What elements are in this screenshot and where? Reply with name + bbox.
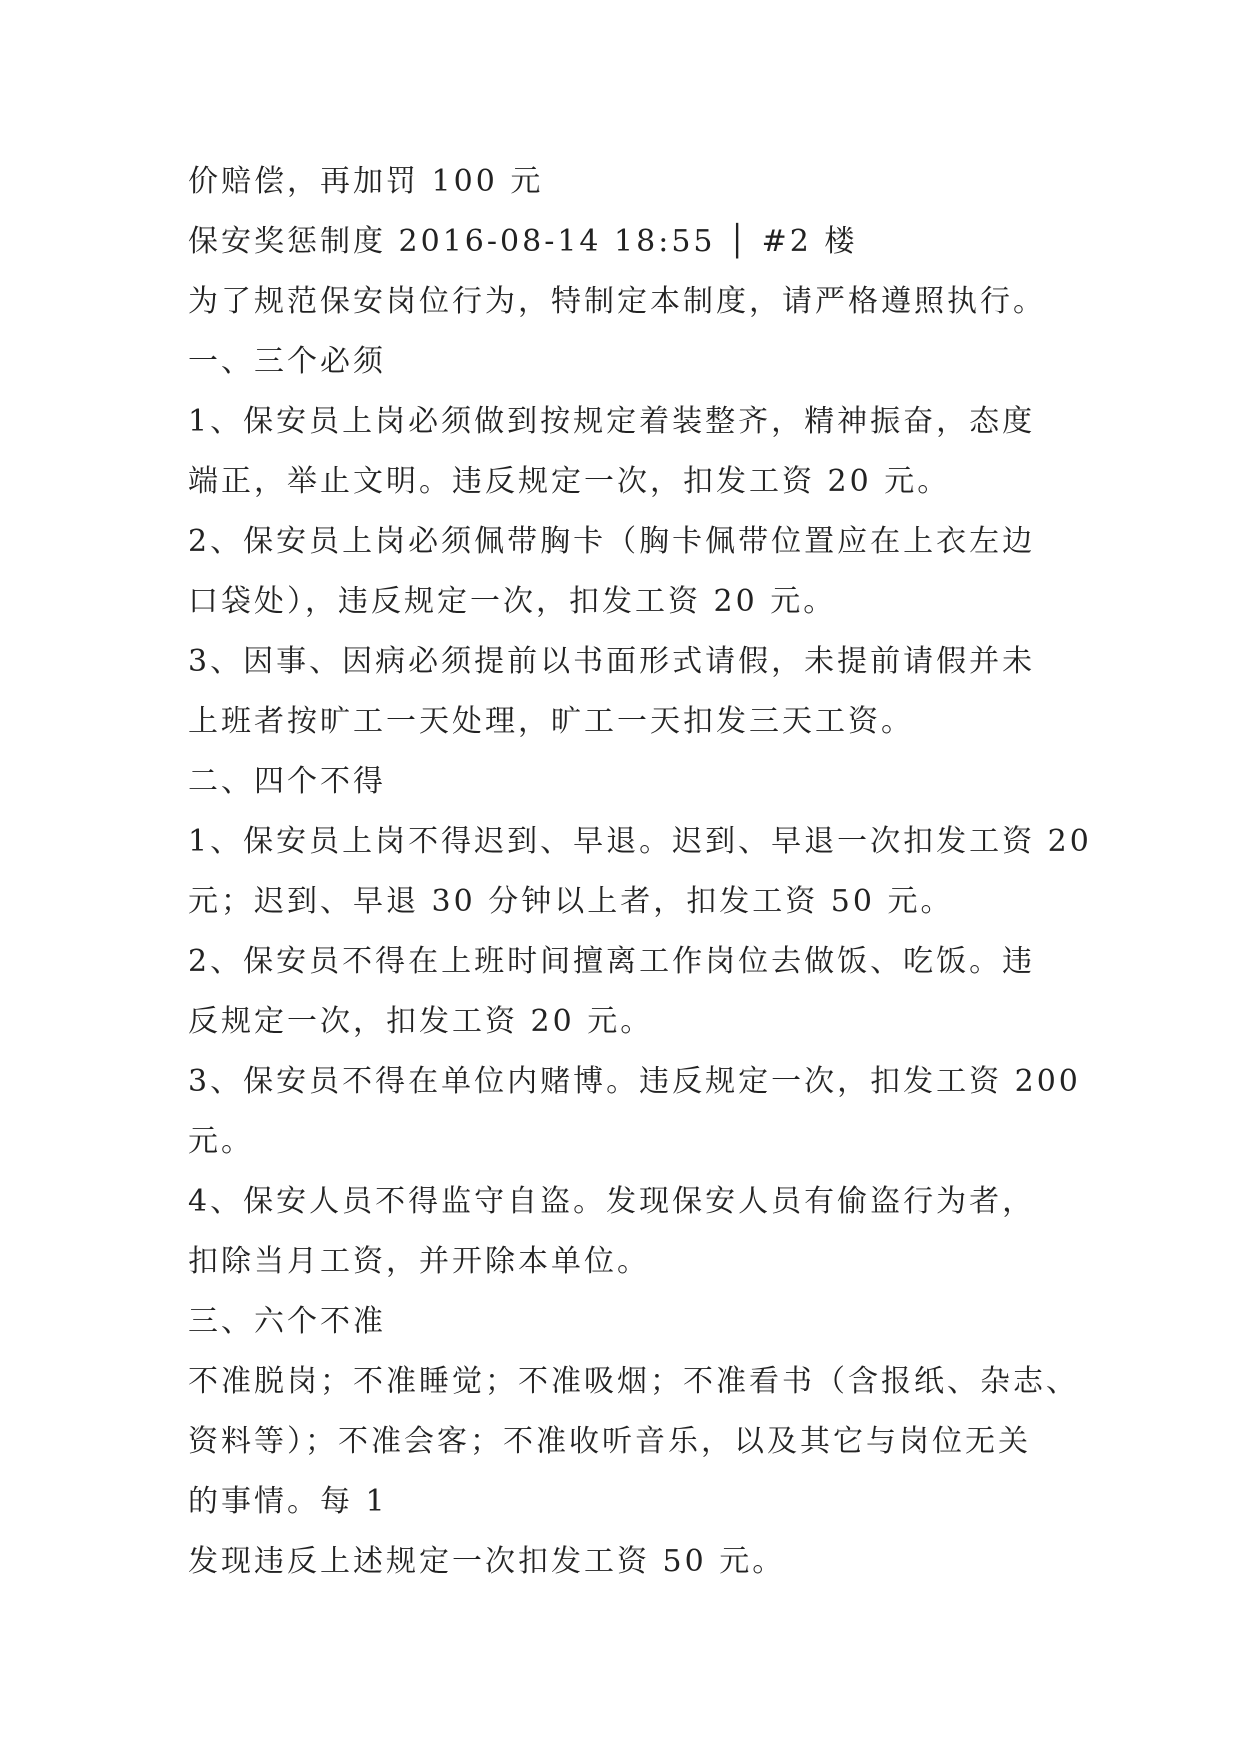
section-heading-2: 二、四个不得 <box>188 764 386 799</box>
text-line: 资料等）；不准会客；不准收听音乐，以及其它与岗位无关 <box>188 1424 1031 1459</box>
text-line: 4、保安人员不得监守自盗。发现保安人员有偷盗行为者， <box>188 1184 1036 1219</box>
text-line: 上班者按旷工一天处理，旷工一天扣发三天工资。 <box>188 704 914 739</box>
text-line: 2、保安员不得在上班时间擅离工作岗位去做饭、吃饭。违 <box>188 944 1036 979</box>
text-line: 反规定一次，扣发工资 20 元。 <box>188 1004 654 1039</box>
text-line: 1、保安员上岗必须做到按规定着装整齐，精神振奋，态度 <box>188 404 1036 439</box>
text-line: 1、保安员上岗不得迟到、早退。迟到、早退一次扣发工资 20 <box>188 824 1092 859</box>
text-line: 不准脱岗；不准睡觉；不准吸烟；不准看书（含报纸、杂志、 <box>188 1364 1079 1399</box>
text-line: 元；迟到、早退 30 分钟以上者，扣发工资 50 元。 <box>188 884 954 919</box>
text-line: 发现违反上述规定一次扣发工资 50 元。 <box>188 1544 786 1579</box>
text-line: 端正，举止文明。违反规定一次，扣发工资 20 元。 <box>188 464 951 499</box>
post-header: 保安奖惩制度 2016-08-14 18:55 │ #2 楼 <box>188 224 858 259</box>
text-line: 3、保安员不得在单位内赌博。违反规定一次，扣发工资 200 <box>188 1064 1081 1099</box>
text-line: 的事情。每 1 <box>188 1484 388 1519</box>
text-line-continuation: 价赔偿，再加罚 100 元 <box>188 164 544 199</box>
text-line: 口袋处），违反规定一次，扣发工资 20 元。 <box>188 584 837 619</box>
text-line: 扣除当月工资，并开除本单位。 <box>188 1244 650 1279</box>
text-line: 2、保安员上岗必须佩带胸卡（胸卡佩带位置应在上衣左边 <box>188 524 1036 559</box>
section-heading-1: 一、三个必须 <box>188 344 386 379</box>
text-line: 元。 <box>188 1124 254 1159</box>
section-heading-3: 三、六个不准 <box>188 1304 386 1339</box>
intro-paragraph: 为了规范保安岗位行为，特制定本制度，请严格遵照执行。 <box>188 284 1046 319</box>
text-line: 3、因事、因病必须提前以书面形式请假，未提前请假并未 <box>188 644 1036 679</box>
